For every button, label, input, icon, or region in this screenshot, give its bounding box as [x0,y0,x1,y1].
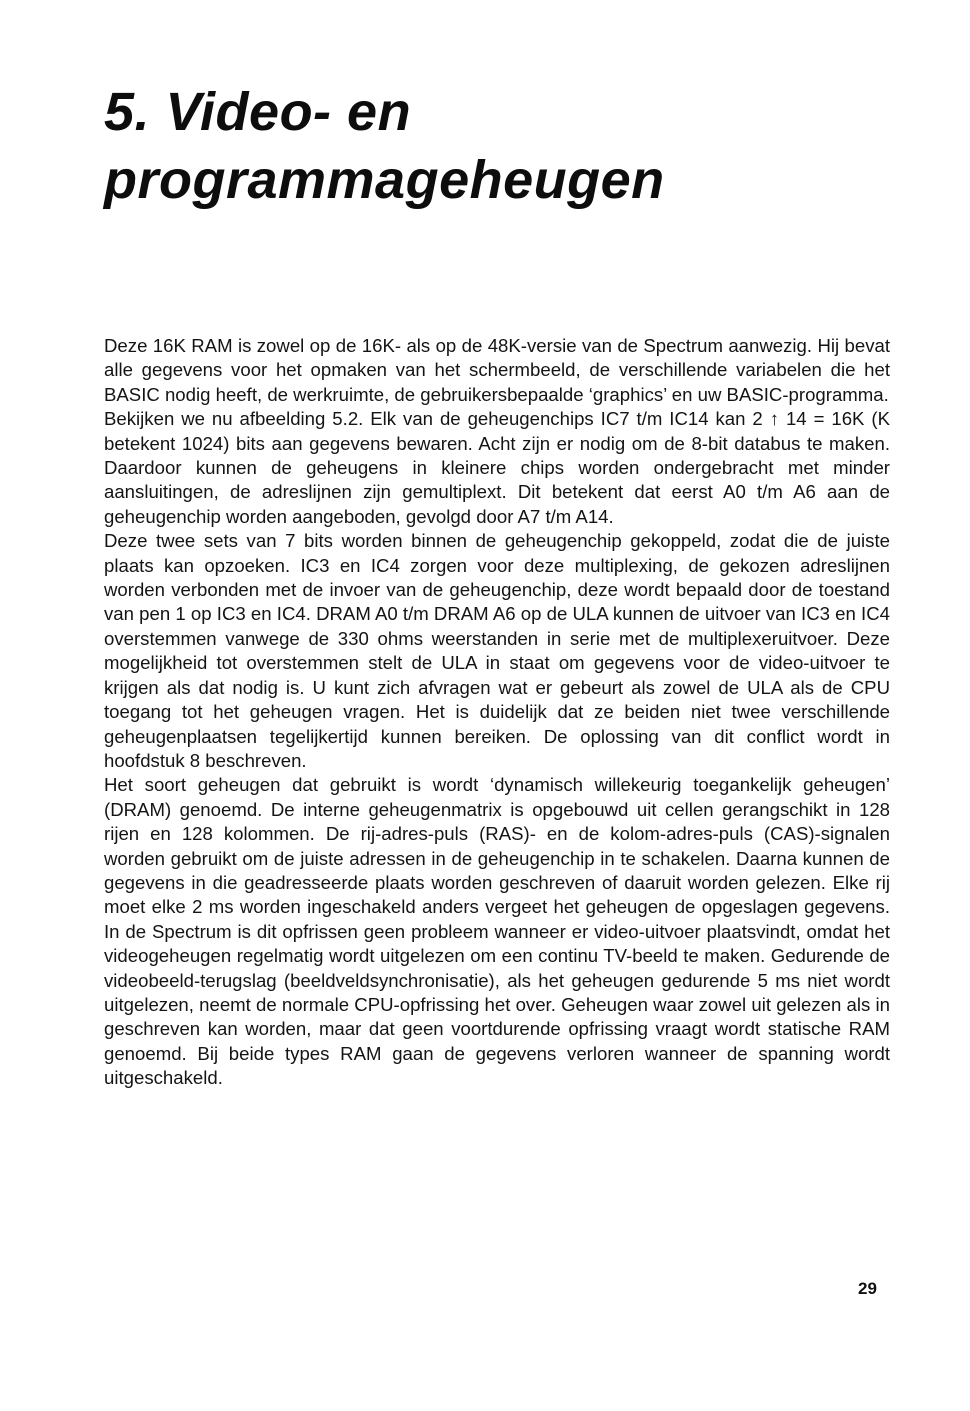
page-number: 29 [858,1279,877,1298]
paragraph-1: Deze 16K RAM is zowel op de 16K- als op de 48K-versie van de Spectrum aanwezig. Hij bevat alle gegevens voor het opmaken van het schermbeeld, de verschillende variabelen die het BASIC nodig heeft, de werkruimte, de gebruikersbepaalde ‘graphics’ en uw BASIC-programma. [104,335,890,405]
chapter-title [104,78,904,214]
paragraph-2: Bekijken we nu afbeelding 5.2. Elk van de geheugenchips IC7 t/m IC14 kan 2 ↑ 14 = 16K (K betekent 1024) bits aan gegevens bewaren. Acht zijn er nodig om de 8-bit databus te maken. Daardoor kunnen de geheugens in kleinere chips worden ondergebracht met minder aansluitingen, de adreslijnen zijn gemultiplext. Dit betekent dat eerst A0 t/m A6 aan de geheugenchip worden aangeboden, gevolgd door A7 t/m A14. [104,408,890,527]
chapter-title-line-1: 5. Video- en [104,82,412,142]
paragraph-3: Deze twee sets van 7 bits worden binnen de geheugenchip gekoppeld, zodat die de juiste plaats kan opzoeken. IC3 en IC4 zorgen voor deze multiplexing, de gekozen adreslijnen worden verbonden met de invoer van de geheugenchip, deze wordt bepaald door de toestand van pen 1 op IC3 en IC4. DRAM A0 t/m DRAM A6 op de ULA kunnen de uitvoer van IC3 en IC4 overstemmen vanwege de 330 ohms weerstanden in serie met de multiplexeruitvoer. Deze mogelijkheid tot overstemmen stelt de ULA in staat om gegevens voor de video-uitvoer te krijgen als dat nodig is. U kunt zich afvragen wat er gebeurt als zowel de ULA als de CPU toegang tot het geheugen vragen. Het is duidelijk dat ze beiden niet twee verschillende geheugenplaatsen tegelijkertijd kunnen bereiken. De oplossing van dit conflict wordt in hoofdstuk 8 beschreven. [104,530,890,771]
chapter-title-line-2: programmageheugen [104,150,665,210]
body-text [104,334,890,1091]
paragraph-4: Het soort geheugen dat gebruikt is wordt ‘dynamisch willekeurig toegankelijk geheugen’ (DRAM) genoemd. De interne geheugenmatrix is opgebouwd uit cellen gerangschikt in 128 rijen en 128 kolommen. De rij-adres-puls (RAS)- en de kolom-adres-puls (CAS)-signalen worden gebruikt om de juiste adressen in de geheugenchip in te schakelen. Daarna kunnen de gegevens in die geadresseerde plaats worden geschreven of daaruit worden gelezen. Elke rij moet elke 2 ms worden ingeschakeld anders vergeet het geheugen de opgeslagen gegevens. In de Spectrum is dit opfrissen geen probleem wanneer er video-uitvoer plaatsvindt, omdat het videogeheugen regelmatig wordt uitgelezen om een continu TV-beeld te maken. Gedurende de videobeeld-terugslag (beeldveldsynchronisatie), als het geheugen gedurende 5 ms niet wordt uitgelezen, neemt de normale CPU-opfrissing het over. Geheugen waar zowel uit gelezen als in geschreven kan worden, maar dat geen voortdurende opfrissing vraagt wordt statische RAM genoemd. Bij beide types RAM gaan de gegevens verloren wanneer de spanning wordt uitgeschakeld. [104,774,890,1089]
